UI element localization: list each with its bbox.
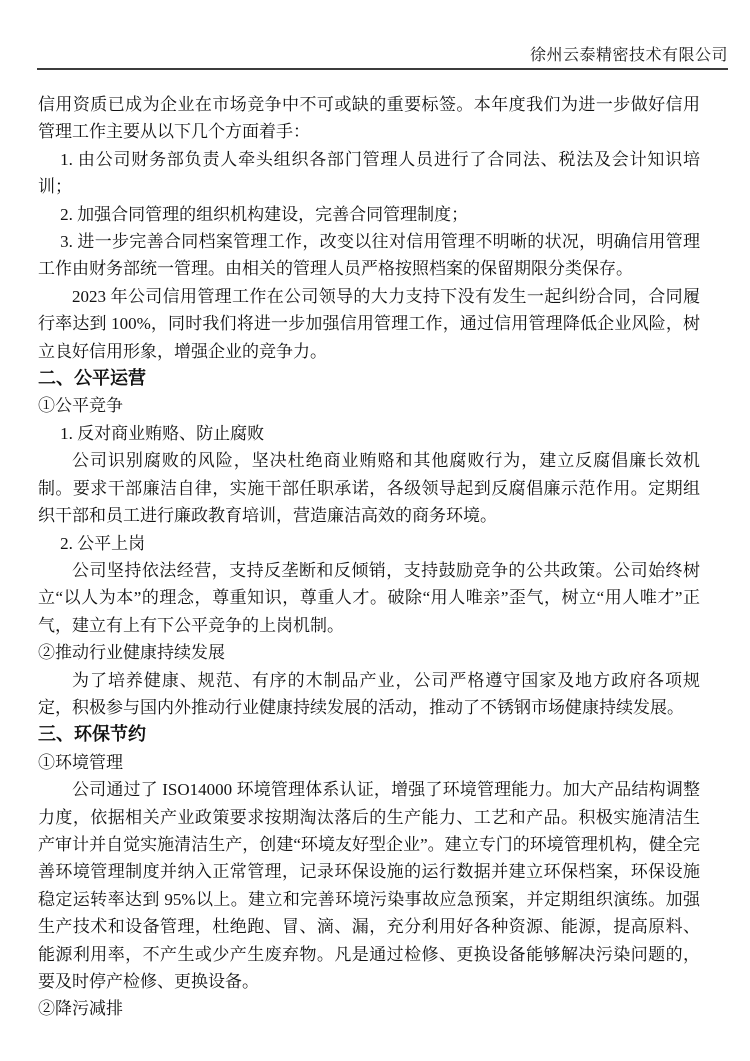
paragraph-credit-point-3: 3. 进一步完善合同档案管理工作，改变以往对信用管理不明晰的状况，明确信用管理工作由财务部统一管理。由相关的管理人员严格按照档案的保留期限分类保存。	[38, 232, 700, 279]
subheading-fair-competition: ①公平竞争	[38, 396, 123, 416]
heading-environmental-conservation: 三、环保节约	[38, 724, 146, 745]
paragraph-credit-summary-2023: 2023 年公司信用管理工作在公司领导的大力支持下没有发生一起纠纷合同，合同履行率达到 100%，同时我们将进一步加强信用管理工作，通过信用管理降低企业风险，树立良好信用形象，增强企业的竞争力。	[38, 286, 700, 361]
paragraph-credit-point-2: 2. 加强合同管理的组织机构建设，完善合同管理制度；	[60, 204, 469, 224]
paragraph-anti-bribery: 公司识别腐败的风险，坚决杜绝商业贿赂和其他腐败行为，建立反腐倡廉长效机制。要求干部廉洁自律，实施干部任职承诺，各级领导起到反腐倡廉示范作用。定期组织干部和员工进行廉政教育培训，营造廉洁高效的商务环境。	[38, 451, 700, 526]
paragraph-credit-intro: 信用资质已成为企业在市场竞争中不可或缺的重要标签。本年度我们为进一步做好信用管理工作主要从以下几个方面着手：	[38, 95, 700, 142]
subheading-emission-reduction: ②降污减排	[38, 999, 123, 1019]
paragraph-environment-management: 公司通过了 ISO14000 环境管理体系认证，增强了环境管理能力。加大产品结构调整力度，依据相关产业政策要求按期淘汰落后的生产能力、工艺和产品。积极实施清洁生产审计并自觉实施清洁生产，创建“环境友好型企业”。建立专门的环境管理机构，健全完善环境管理制度并纳入正常管理，记录环保设施的运行数据并建立环保档案，环保设施稳定运转率达到 95%以上。建立和完善环境污染事故应急预案，并定期组织演练。加强生产技术和设备管理，杜绝跑、冒、滴、漏，充分利用好各种资源、能源，提高原料、能源利用率，不产生或少产生废弃物。凡是通过检修、更换设备能够解决污染问题的，要及时停产检修、更换设备。	[38, 780, 700, 991]
heading-fair-operation: 二、公平运营	[38, 368, 146, 389]
item-fair-employment-title: 2. 公平上岗	[60, 533, 146, 553]
item-anti-bribery-title: 1. 反对商业贿赂、防止腐败	[60, 423, 265, 443]
header-company-name: 徐州云泰精密技术有限公司	[529, 47, 728, 64]
subheading-industry-development: ②推动行业健康持续发展	[38, 643, 225, 663]
paragraph-fair-employment: 公司坚持依法经营，支持反垄断和反倾销，支持鼓励竞争的公共政策。公司始终树立“以人为本”的理念，尊重知识，尊重人才。破除“用人唯亲”歪气，树立“用人唯才”正气，建立有上有下公平竞争的上岗机制。	[38, 560, 700, 635]
page-header	[0, 0, 750, 70]
paragraph-credit-point-1: 1. 由公司财务部负责人牵头组织各部门管理人员进行了合同法、税法及会计知识培训；	[38, 149, 700, 197]
subheading-environment-management: ①环境管理	[38, 752, 123, 772]
document-body	[0, 70, 750, 1023]
paragraph-industry-development: 为了培养健康、规范、有序的木制品产业，公司严格遵守国家及地方政府各项规定，积极参与国内外推动行业健康持续发展的活动，推动了不锈钢市场健康持续发展。	[38, 670, 700, 717]
